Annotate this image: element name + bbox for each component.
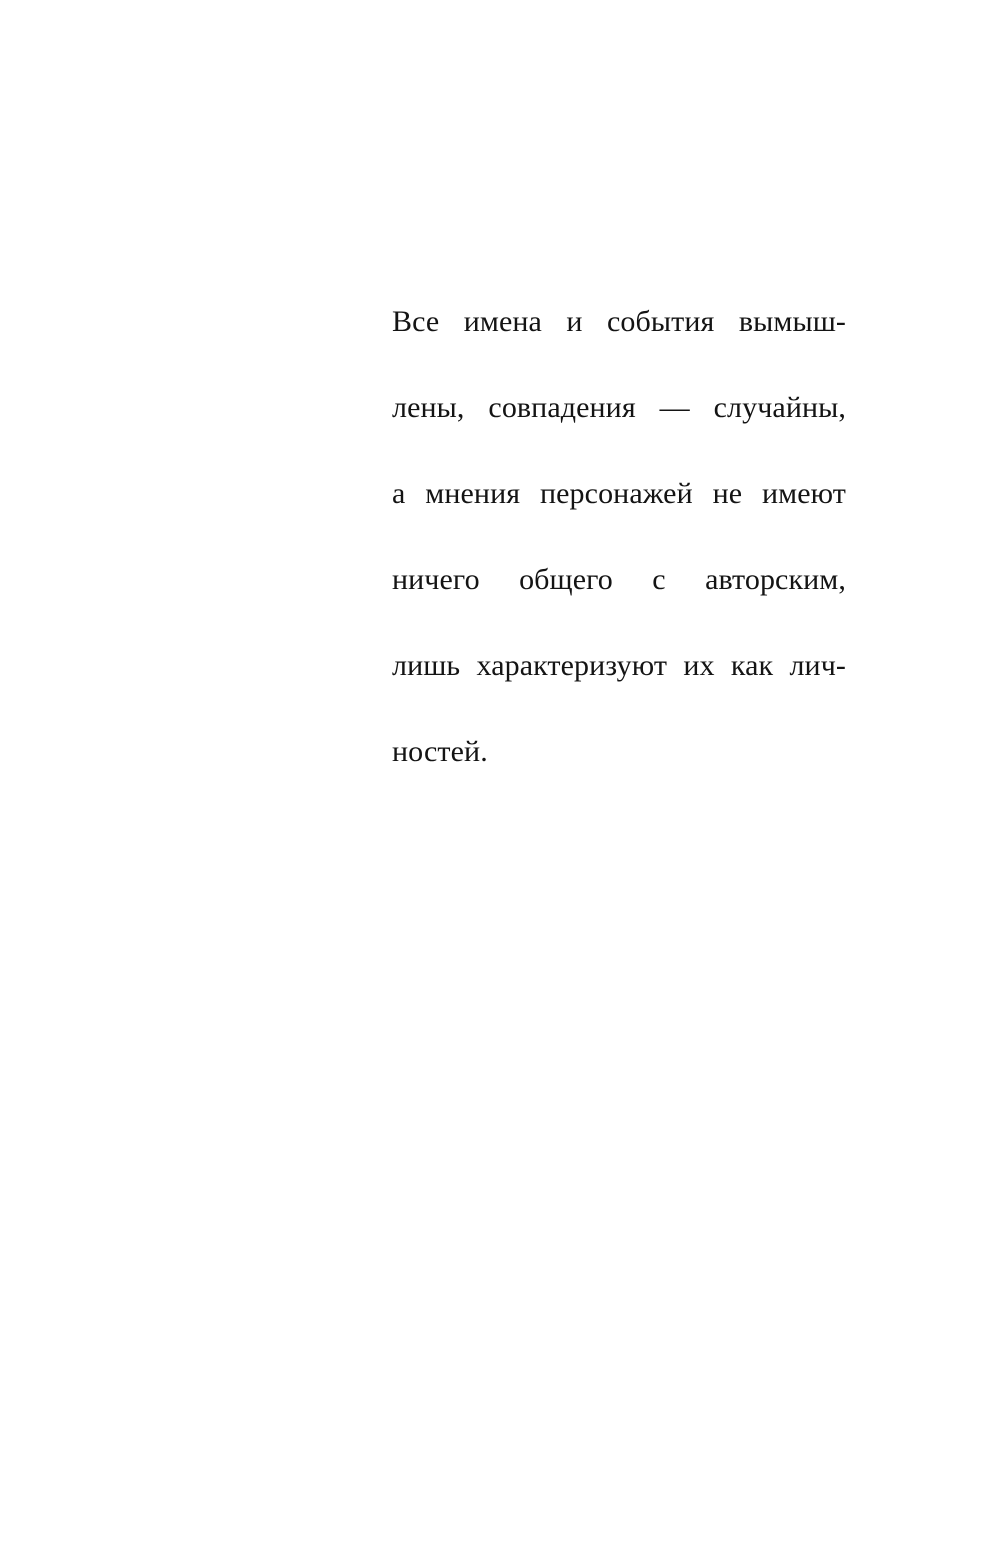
disclaimer-line: Все имена и события вымыш-: [392, 305, 846, 338]
disclaimer-line: лишь характеризуют их как лич-: [392, 649, 846, 682]
disclaimer-line: а мнения персонажей не имеют: [392, 477, 846, 510]
disclaimer-line: ничего общего с авторским,: [392, 563, 846, 596]
disclaimer-line: ностей.: [392, 735, 488, 768]
disclaimer-line: лены, совпадения — случайны,: [392, 391, 846, 424]
disclaimer-block: [348, 300, 846, 773]
disclaimer-paragraph: [348, 300, 846, 773]
